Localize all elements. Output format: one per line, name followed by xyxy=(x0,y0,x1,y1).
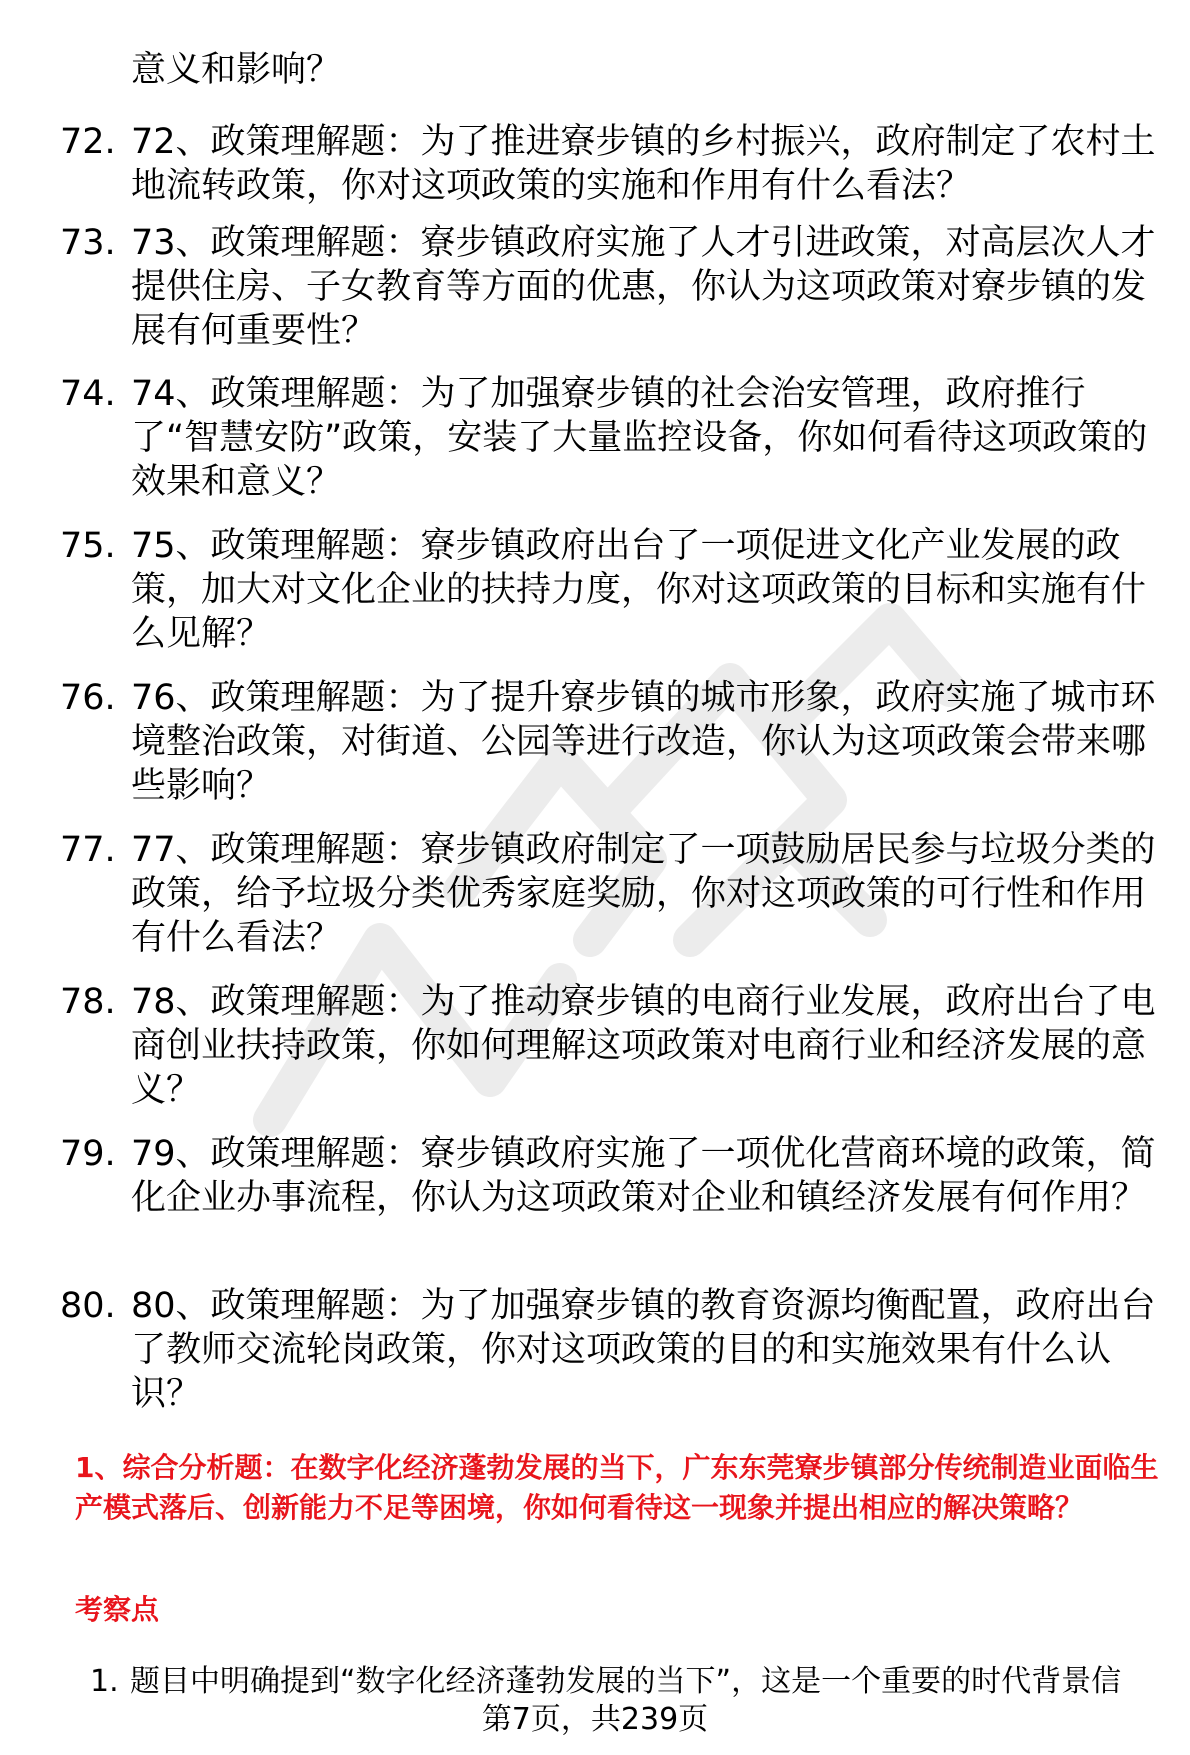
section-title: 考察点 xyxy=(75,1593,160,1626)
question-number: 79. xyxy=(60,1134,116,1174)
question-text: 74、政策理解题：为了加强寮步镇的社会治安管理，政府推行了“智慧安防”政策，安装了大量监控设备，你如何看待这项政策的效果和意义？ xyxy=(131,374,1148,502)
question-text: 80、政策理解题：为了加强寮步镇的教育资源均衡配置，政府出台了教师交流轮岗政策，你对这项政策的目的和实施效果有什么认识？ xyxy=(131,1286,1156,1414)
question-number: 80. xyxy=(60,1286,116,1326)
question-number: 74. xyxy=(60,374,116,414)
question-number: 77. xyxy=(60,830,116,870)
point-number: 1. xyxy=(90,1664,119,1699)
continuation-text: 意义和影响？ xyxy=(131,50,342,90)
question-text: 77、政策理解题：寮步镇政府制定了一项鼓励居民参与垃圾分类的政策，给予垃圾分类优秀家庭奖励，你对这项政策的可行性和作用有什么看法？ xyxy=(131,830,1156,958)
question-text: 76、政策理解题：为了提升寮步镇的城市形象，政府实施了城市环境整治政策，对街道、公园等进行改造，你认为这项政策会带来哪些影响？ xyxy=(131,678,1156,806)
question-text: 73、政策理解题：寮步镇政府实施了人才引进政策，对高层次人才提供住房、子女教育等方面的优惠，你认为这项政策对寮步镇的发展有何重要性？ xyxy=(131,223,1156,351)
question-text: 72、政策理解题：为了推进寮步镇的乡村振兴，政府制定了农村土地流转政策，你对这项政策的实施和作用有什么看法？ xyxy=(131,122,1156,206)
question-number: 78. xyxy=(60,982,116,1022)
question-text: 75、政策理解题：寮步镇政府出台了一项促进文化产业发展的政策，加大对文化企业的扶持力度，你对这项政策的目标和实施有什么见解？ xyxy=(131,526,1147,654)
question-text: 78、政策理解题：为了推动寮步镇的电商行业发展，政府出台了电商创业扶持政策，你如何理解这项政策对电商行业和经济发展的意义？ xyxy=(131,982,1156,1110)
question-number: 76. xyxy=(60,678,116,718)
point-text: 题目中明确提到“数字化经济蓬勃发展的当下”，这是一个重要的时代背景信 xyxy=(130,1664,1122,1699)
question-number: 73. xyxy=(60,223,116,263)
analysis-question: 1、综合分析题：在数字化经济蓬勃发展的当下，广东东莞寮步镇部分传统制造业面临生产模式落后、创新能力不足等困境，你如何看待这一现象并提出相应的解决策略？ xyxy=(75,1451,1159,1524)
question-number: 75. xyxy=(60,526,116,566)
question-text: 79、政策理解题：寮步镇政府实施了一项优化营商环境的政策，简化企业办事流程，你认为这项政策对企业和镇经济发展有何作用？ xyxy=(131,1134,1156,1218)
page-footer: 第7页，共239页 xyxy=(0,1700,1190,1740)
question-number: 72. xyxy=(60,122,116,162)
